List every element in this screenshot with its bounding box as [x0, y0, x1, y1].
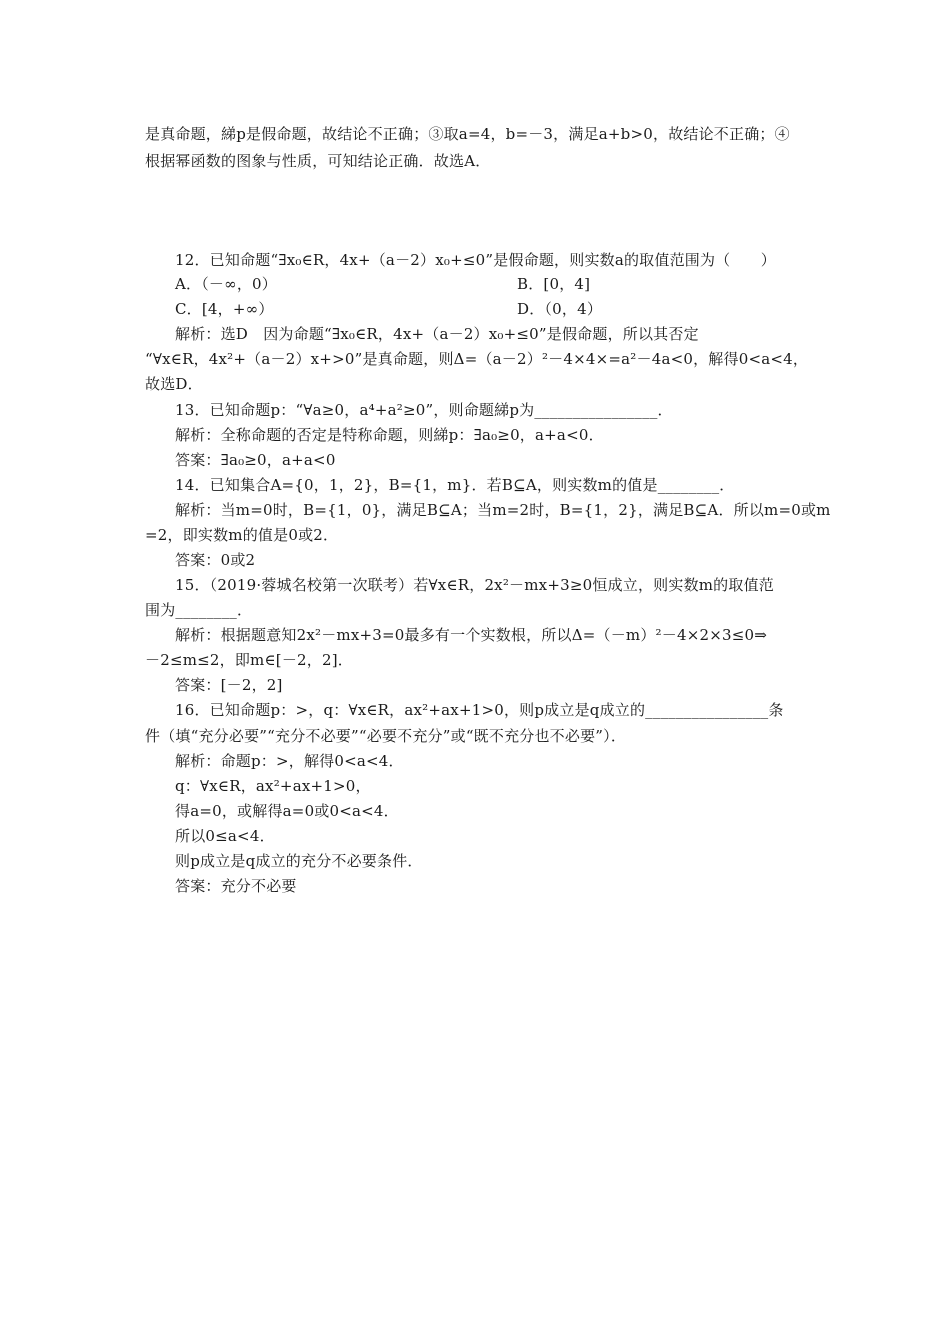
- text-line: 所以0≤a<4．: [175, 827, 275, 845]
- question-15: 15．（2019·蓉城名校第一次联考）若∀x∈R，2x²－mx+3≥0恒成立，则实数m的取值范: [175, 576, 774, 594]
- text-line: =2，即实数m的值是0或2．: [145, 526, 339, 544]
- text-line: 得a=0，或解得a=0或0<a<4．: [175, 802, 399, 820]
- analysis-14: 解析：当m=0时，B={1，0}，满足B⊆A；当m=2时，B={1，2}，满足B⊆A．所以m=0或m: [175, 501, 831, 519]
- text-line: “∀x∈R，4x²+（a－2）x+>0”是真命题，则Δ=（a－2）²－4×4×=a²－4a<0，解得0<a<4，: [145, 350, 809, 368]
- question-13: 13．已知命题p：“∀a≥0，a⁴+a²≥0”，则命题綈p为________________．: [175, 401, 673, 419]
- analysis-13: 解析：全称命题的否定是特称命题，则綈p：∃a₀≥0，a+a<0．: [175, 426, 604, 444]
- option-b: B．[0，4]: [517, 275, 591, 293]
- text-line: －2≤m≤2，即m∈[－2，2]．: [145, 651, 353, 669]
- text-line: 则p成立是q成立的充分不必要条件．: [175, 852, 423, 870]
- text-line: 是真命题，綈p是假命题，故结论不正确；③取a=4，b=－3，满足a+b>0，故结论不正确；④: [145, 125, 790, 143]
- question-14: 14．已知集合A={0，1，2}，B={1，m}．若B⊆A，则实数m的值是________．: [175, 476, 735, 494]
- text-line: 根据幂函数的图象与性质，可知结论正确．故选A．: [145, 152, 491, 170]
- answer-14: 答案：0或2: [175, 551, 256, 569]
- question-16: 16．已知命题p：>，q：∀x∈R，ax²+ax+1>0，则p成立是q成立的________________条: [175, 701, 784, 719]
- answer-16: 答案：充分不必要: [175, 877, 297, 895]
- answer-13: 答案：∃a₀≥0，a+a<0: [175, 451, 336, 469]
- answer-15: 答案：[－2，2]: [175, 676, 283, 694]
- text-line: 围为________．: [145, 601, 253, 619]
- text-line: 故选D．: [145, 375, 203, 393]
- question-12: 12．已知命题“∃x₀∈R，4x+（a－2）x₀+≤0”是假命题，则实数a的取值范围为（ ）: [175, 251, 776, 269]
- text-line: 件（填“充分必要”“充分不必要”“必要不充分”或“既不充分也不必要”）．: [145, 727, 627, 745]
- analysis-16: 解析：命题p：>，解得0<a<4．: [175, 752, 404, 770]
- option-d: D．（0，4）: [517, 300, 603, 318]
- option-a: A．（－∞，0）: [175, 275, 277, 293]
- text-line: q：∀x∈R，ax²+ax+1>0，: [175, 777, 371, 795]
- analysis-12: 解析：选D 因为命题“∃x₀∈R，4x+（a－2）x₀+≤0”是假命题，所以其否定: [175, 325, 699, 343]
- option-c: C．[4，+∞）: [175, 300, 274, 318]
- analysis-15: 解析：根据题意知2x²－mx+3=0最多有一个实数根，所以Δ=（－m）²－4×2×3≤0⇒: [175, 626, 768, 644]
